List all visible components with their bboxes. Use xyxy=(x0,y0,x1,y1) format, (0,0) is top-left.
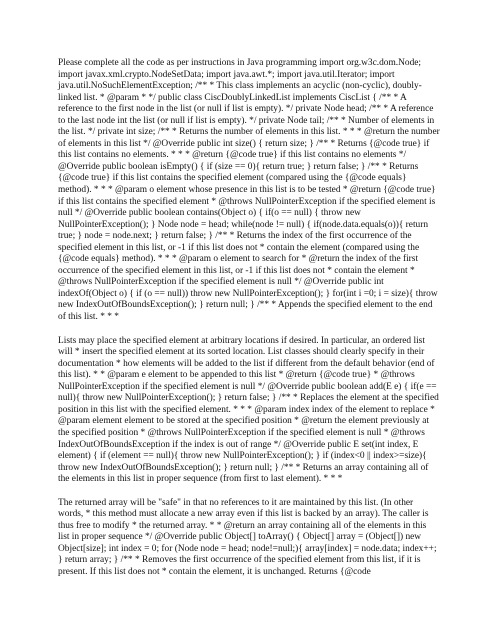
document-paragraph-1: Please complete all the code as per instructions in Java programming import org.w3c.dom.Node; import javax.xml.crypto.NodeSetData; import java.awt.*; import java.util.Iterator; import java.util.NoSuchElementException; /** * This class implements an acyclic (non-cyclic), doubly-linked list. * @param * */ public class CiscDoublyLinkedList implements CiscList { /** * A reference to the first node in the list (or null if list is empty). */ private Node head; /** * A reference to the last node int the list (or null if list is empty). */ private Node tail; /** * Number of elements in the list. */ private int size; /** * Returns the number of elements in this list. * * * @return the number of elements in this list */ @Override public int size() { return size; } /** * Returns {@code true} if this list contains no elements. * * * @return {@code true} if this list contains no elements */ @Override public boolean isEmpty() { if (size == 0){ return true; } return false; } /** * Returns {@code true} if this list contains the specified element (compared using the {@code equals} method). * * * @param o element whose presence in this list is to be tested * @return {@code true} if this list contains the specified element * @throws NullPointerException if the specified element is null */ @Override public boolean contains(Object o) { if(o == null) { throw new NullPointerException(); } Node node = head; while(node != null) { if(node.data.equals(o)){ return true; } node = node.next; } return false; } /** * Returns the index of the first occurrence of the specified element in this list, or -1 if this list does not * contain the element (compared using the {@code equals} method). * * * @param o element to search for * @return the index of the first occurrence of the specified element in this list, or -1 if this list does not * contain the element * @throws NullPointerException if the specified element is null */ @Override public int indexOf(Object o) { if (o == null)) throw new NullPointerException(); } for(int i =0; i = size){ throw new IndexOutOfBoundsException(); } return null; } /** * Appends the specified element to the end of this list. * * * xyxy=(58,58,440,323)
document-paragraph-3: The returned array will be "safe" in that no references to it are maintained by this list. (In other words, * this method must allocate a new array even if this list is backed by an array). The caller is thus free to modify * the returned array. * * @return an array containing all of the elements in this list in proper sequence */ @Override public Object[] toArray() { Object[] array = (Object[]) new Object[size]; int index = 0; for (Node node = head; node!=null;){ array[index] = node.data; index++; } return array; } /** * Removes the first occurrence of the specified element from this list, if it is present. If this list does not * contain the element, it is unchanged. Returns {@code xyxy=(58,497,437,577)
document-page xyxy=(58,58,440,591)
document-paragraph-2: Lists may place the specified element at arbitrary locations if desired. In particular, an ordered list will * insert the specified element at its sorted location. List classes should clearly specify in their documentation * how elements will be added to the list if different from the default behavior (end of this list). * * @param e element to be appended to this list * @return {@code true} * @throws NullPointerException if the specified element is null */ @Override public boolean add(E e) { if(e == null){ throw new NullPointerException(); } return false; } /** * Replaces the element at the specified position in this list with the specified element. * * * @param index index of the element to replace * @param element element to be stored at the specified position * @return the element previously at the specified position * @throws NullPointerException if the specified element is null * @throws IndexOutOfBoundsException if the index is out of range */ @Override public E set(int index, E element) { if (element == null){ throw new NullPointerException(); } if (index<0 || index>=size){ throw new IndexOutOfBoundsException(); } return null; } /** * Returns an array containing all of the elements in this list in proper sequence (from first to last element). * * * xyxy=(58,335,439,485)
